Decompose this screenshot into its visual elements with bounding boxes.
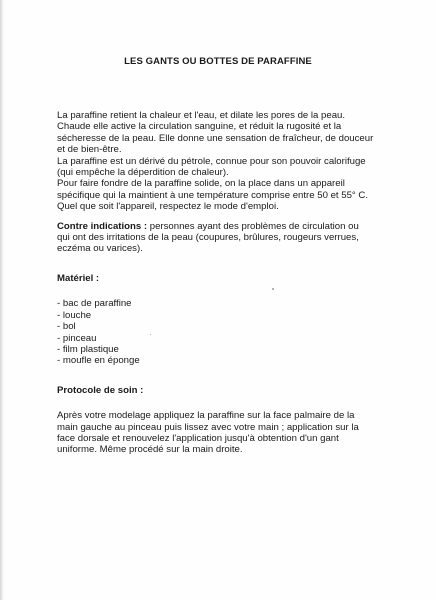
list-item: - film plastique bbox=[57, 343, 119, 355]
contre-indications-line: eczéma ou varices). bbox=[57, 243, 143, 255]
document-body bbox=[57, 110, 397, 456]
list-item: - louche bbox=[57, 309, 92, 321]
intro-line: Pour faire fondre de la paraffine solide, on la place dans un appareil bbox=[57, 178, 345, 190]
intro-line: Quel que soit l'appareil, respectez le mode d'emploi. bbox=[57, 201, 279, 213]
list-item: - moufle en éponge bbox=[57, 355, 140, 367]
intro-line: (qui empêche la déperdition de chaleur). bbox=[57, 167, 229, 179]
intro-line: sécheresse de la peau. Elle donne une sensation de fraîcheur, de douceur bbox=[57, 132, 374, 144]
protocole-line: face dorsale et renouvelez l'application jusqu'à obtention d'un gant bbox=[57, 432, 339, 444]
intro-line: spécifique qui la maintient à une température comprise entre 50 et 55° C. bbox=[57, 189, 369, 201]
materiel-heading: Matériel : bbox=[57, 272, 100, 284]
protocole-paragraph bbox=[57, 410, 397, 456]
intro-line: et de bien-être. bbox=[57, 144, 122, 156]
list-item: - bol bbox=[57, 321, 76, 333]
intro-line: Chaude elle active la circulation sanguine, et réduit la rugosité et la bbox=[57, 121, 342, 133]
protocole-heading: Protocole de soin : bbox=[57, 384, 144, 396]
scan-speck bbox=[272, 288, 274, 290]
scan-edge-shadow bbox=[0, 0, 4, 600]
protocole-line: Après votre modelage appliquez la paraffine sur la face palmaire de la bbox=[57, 410, 355, 422]
contre-indications-label: Contre indications : bbox=[57, 220, 148, 232]
protocole-line: main gauche au pinceau puis lissez avec votre main ; application sur la bbox=[57, 421, 359, 433]
list-item: - pinceau bbox=[57, 332, 97, 344]
list-item: - bac de paraffine bbox=[57, 298, 132, 310]
protocole-line: uniforme. Même procédé sur la main droite. bbox=[57, 444, 243, 456]
intro-line: La paraffine retient la chaleur et l'eau, et dilate les pores de la peau. bbox=[57, 110, 346, 121]
scan-speck bbox=[150, 334, 151, 335]
materiel-list bbox=[57, 298, 397, 366]
intro-paragraph bbox=[57, 110, 397, 213]
document-title: LES GANTS OU BOTTES DE PARAFFINE bbox=[124, 56, 312, 67]
contre-indications-first-line bbox=[57, 221, 397, 232]
contre-indications-paragraph bbox=[57, 221, 397, 255]
contre-indications-line: qui ont des irritations de la peau (coupures, brûlures, rougeurs verrues, bbox=[57, 232, 359, 244]
intro-line: La paraffine est un dérivé du pétrole, connue pour son pouvoir calorifuge bbox=[57, 155, 366, 167]
contre-indications-text: personnes ayant des problèmes de circulation ou bbox=[147, 220, 359, 232]
